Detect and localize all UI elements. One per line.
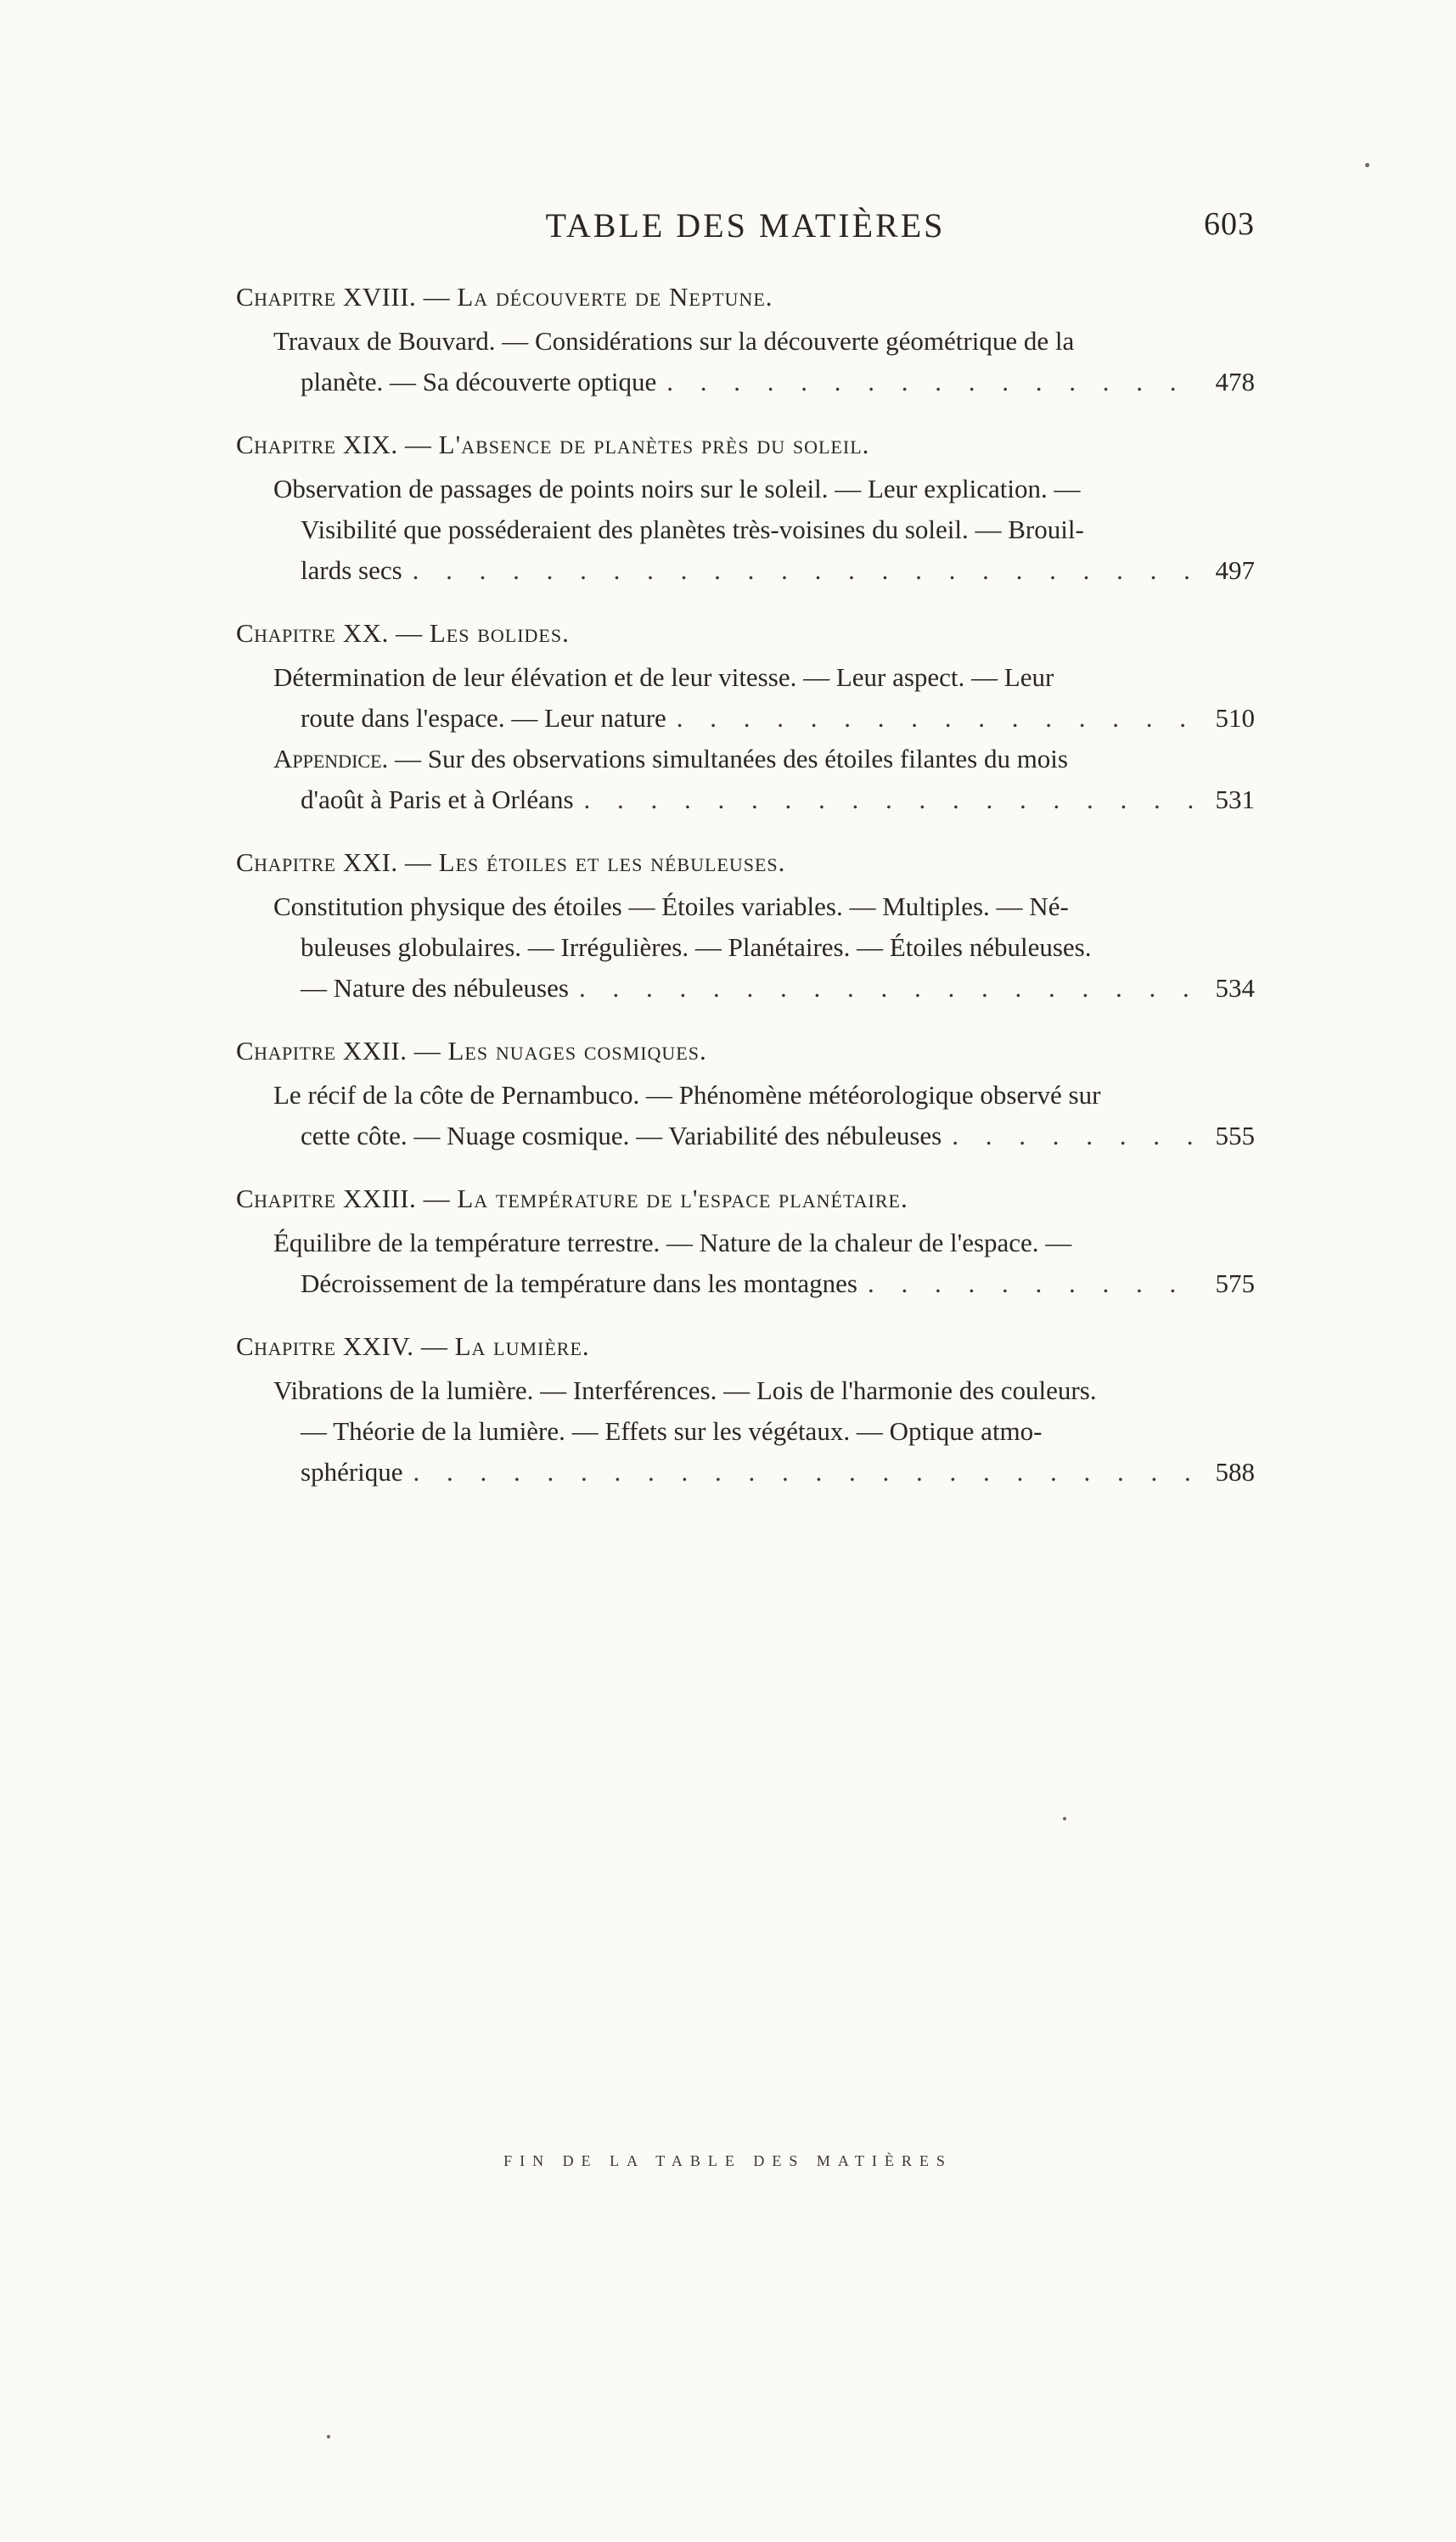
chapter-title: Les bolides.: [429, 618, 570, 648]
summary-line: cette côte. — Nuage cosmique. — Variabilité des nébuleuses . . . 555: [273, 1116, 1255, 1156]
chapter-title: La découverte de Neptune.: [457, 282, 773, 312]
chapter-label: Chapitre XXIV.: [236, 1331, 414, 1361]
appendix-line: d'août à Paris et à Orléans . . . 531: [273, 779, 1255, 820]
paper-speck: [327, 2435, 330, 2438]
summary-line: — Théorie de la lumière. — Effets sur les végétaux. — Optique atmo-: [301, 1416, 1043, 1446]
chapter-label: Chapitre XXIII.: [236, 1184, 417, 1213]
summary-line: Visibilité que posséderaient des planètes très-voisines du soleil. — Brouil-: [301, 515, 1084, 544]
chapter-heading: Chapitre XVIII. — La découverte de Neptune.: [236, 282, 773, 312]
summary-line: buleuses globulaires. — Irrégulières. — Planétaires. — Étoiles nébuleuses.: [301, 932, 1092, 962]
chapter-entry: [236, 1182, 1255, 1304]
page-number: 603: [1204, 206, 1255, 242]
chapter-title: La température de l'espace planétaire.: [457, 1184, 908, 1213]
chapter-entry: [236, 1330, 1255, 1493]
chapter-summary: [273, 469, 1255, 591]
chapter-summary: [273, 1223, 1255, 1304]
chapter-heading: Chapitre XXIII. — La température de l'espace planétaire.: [236, 1184, 908, 1213]
page-reference: 478: [1215, 367, 1255, 396]
chapter-entry: [236, 616, 1255, 820]
chapter-heading: Chapitre XXI. — Les étoiles et les nébuleuses.: [236, 847, 786, 877]
dot-leader: [579, 968, 1202, 1009]
chapter-title: L'absence de planètes près du soleil.: [438, 430, 870, 459]
end-of-table-note: FIN DE LA TABLE DES MATIÈRES: [503, 2152, 953, 2169]
chapter-label: Chapitre XIX.: [236, 430, 398, 459]
chapter-label: Chapitre XXI.: [236, 847, 398, 877]
chapter-heading: Chapitre XXIV. — La lumière.: [236, 1331, 590, 1361]
page-reference: 510: [1215, 703, 1255, 733]
summary-line: — Nature des nébuleuses . . . 534: [273, 968, 1255, 1009]
summary-line: route dans l'espace. — Leur nature . . . 510: [273, 698, 1255, 739]
chapter-heading: Chapitre XIX. — L'absence de planètes près du soleil.: [236, 430, 870, 459]
page-reference: 588: [1215, 1457, 1255, 1487]
chapter-entry: [236, 846, 1255, 1009]
summary-line: planète. — Sa découverte optique . . . 478: [273, 362, 1255, 402]
chapter-label: Chapitre XX.: [236, 618, 389, 648]
summary-line: Vibrations de la lumière. — Interférences. — Lois de l'harmonie des couleurs.: [273, 1375, 1097, 1405]
chapter-summary: [273, 1370, 1255, 1493]
summary-line: Constitution physique des étoiles — Étoiles variables. — Multiples. — Né-: [273, 891, 1069, 921]
chapter-summary: [273, 321, 1255, 402]
chapter-summary: [273, 1075, 1255, 1156]
appendix-line: Appendice. — Sur des observations simultanées des étoiles filantes du mois: [273, 744, 1068, 773]
appendix-label: Appendice.: [273, 744, 389, 773]
dot-leader: [584, 779, 1202, 820]
table-of-contents: [236, 280, 1255, 1518]
dot-leader: [666, 362, 1202, 402]
paper-speck: [1365, 163, 1369, 167]
dot-leader: [677, 698, 1202, 739]
summary-line: Observation de passages de points noirs sur le soleil. — Leur explication. —: [273, 474, 1081, 503]
summary-line: Équilibre de la température terrestre. — Nature de la chaleur de l'espace. —: [273, 1228, 1072, 1257]
page-header: [236, 197, 1255, 248]
chapter-summary: [273, 886, 1255, 1009]
summary-line: Détermination de leur élévation et de leur vitesse. — Leur aspect. — Leur: [273, 662, 1054, 692]
chapter-entry: [236, 280, 1255, 402]
summary-line: Décroissement de la température dans les montagnes . . . 575: [273, 1263, 1255, 1304]
chapter-entry: [236, 1034, 1255, 1156]
summary-line: sphérique . . . 588: [273, 1452, 1255, 1493]
page-reference: 534: [1215, 973, 1255, 1003]
chapter-label: Chapitre XXII.: [236, 1036, 408, 1066]
page-reference: 575: [1215, 1268, 1255, 1298]
paper-speck: [1063, 1817, 1066, 1820]
summary-line: Travaux de Bouvard. — Considérations sur la découverte géométrique de la: [273, 326, 1075, 356]
page-reference: 531: [1215, 785, 1255, 814]
page-reference: 555: [1215, 1121, 1255, 1150]
page-reference: 497: [1215, 555, 1255, 585]
chapter-heading: Chapitre XXII. — Les nuages cosmiques.: [236, 1036, 707, 1066]
chapter-entry: [236, 428, 1255, 591]
chapter-title: Les étoiles et les nébuleuses.: [438, 847, 786, 877]
chapter-title: La lumière.: [454, 1331, 590, 1361]
dot-leader: [413, 1452, 1202, 1493]
chapter-heading: Chapitre XX. — Les bolides.: [236, 618, 570, 648]
summary-line: Le récif de la côte de Pernambuco. — Phénomène météorologique observé sur: [273, 1080, 1101, 1110]
dot-leader: [413, 550, 1202, 591]
chapter-label: Chapitre XVIII.: [236, 282, 417, 312]
summary-line: lards secs . . . 497: [273, 550, 1255, 591]
running-title: TABLE DES MATIÈRES: [545, 206, 946, 245]
dot-leader: [868, 1263, 1202, 1304]
chapter-title: Les nuages cosmiques.: [447, 1036, 707, 1066]
chapter-summary: [273, 657, 1255, 820]
dot-leader: [952, 1116, 1202, 1156]
